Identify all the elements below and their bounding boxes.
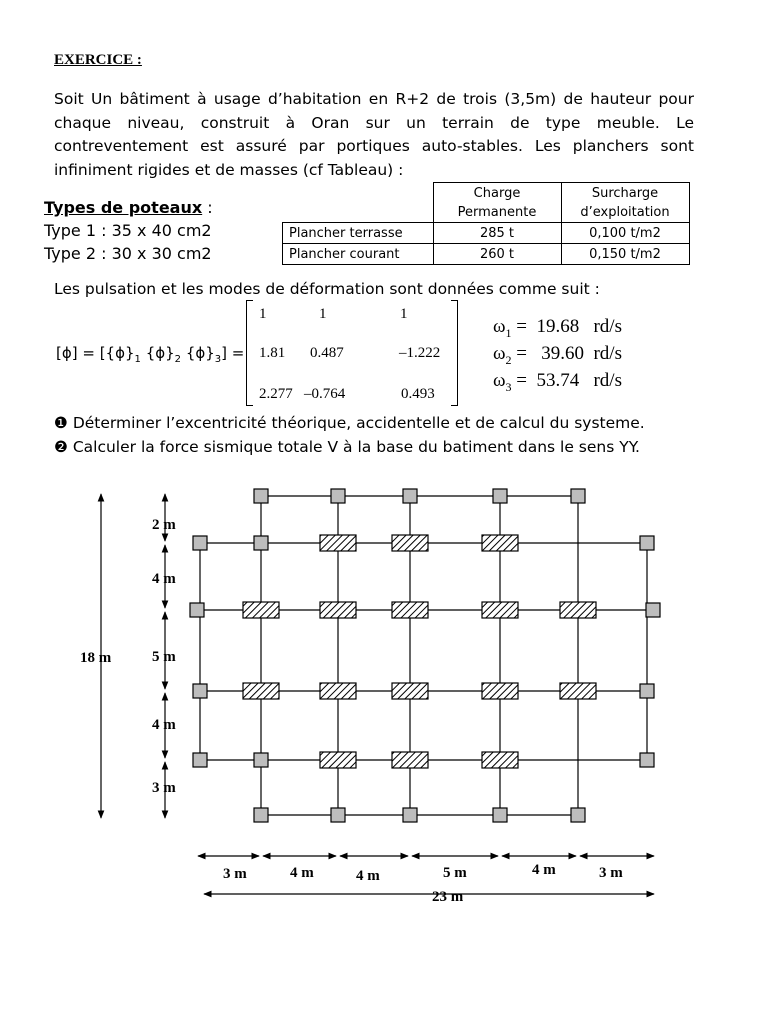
row-label-courant: Plancher courant bbox=[283, 244, 434, 265]
header-surcharge: Surcharge d’exploitation bbox=[561, 183, 689, 223]
column-type-1-hatched bbox=[392, 602, 428, 618]
y-span-label: 3 m bbox=[152, 780, 176, 796]
header-charge: Charge Permanente bbox=[433, 183, 561, 223]
column-type-1-hatched bbox=[560, 602, 596, 618]
column-type-2: Type 2 : 30 x 30 cm2 bbox=[44, 244, 212, 263]
column-type-2-square bbox=[193, 753, 207, 767]
total-width-label: 23 m bbox=[432, 889, 464, 905]
matrix-cell: 1.81 bbox=[259, 345, 286, 361]
column-type-2-square bbox=[403, 808, 417, 822]
matrix-cell: 1 bbox=[319, 306, 327, 322]
column-type-1-hatched bbox=[320, 602, 356, 618]
matrix-cell: –1.222 bbox=[399, 345, 441, 361]
column-types-colon: : bbox=[202, 198, 213, 217]
column-type-1-hatched bbox=[243, 602, 279, 618]
column-type-1-hatched bbox=[482, 683, 518, 699]
x-span-label: 4 m bbox=[532, 862, 556, 878]
column-type-2-square bbox=[254, 489, 268, 503]
matrix-right-bracket bbox=[451, 300, 458, 406]
matrix-cell: 1 bbox=[400, 306, 408, 322]
matrix-cell: 0.493 bbox=[401, 386, 435, 402]
column-type-1-hatched bbox=[392, 535, 428, 551]
column-type-2-square bbox=[646, 603, 660, 617]
matrix-cell: 2.277 bbox=[259, 386, 293, 402]
column-types-heading bbox=[44, 198, 213, 217]
column-type-2-square bbox=[493, 489, 507, 503]
mode-shape-matrix bbox=[246, 300, 458, 406]
mode-shape-label: $[\phi] = [\{\phi\}_1$ $\{\phi\}_2$ $\{\phi\}_3$] = bbox=[56, 344, 245, 365]
row-terrasse-g: 285 t bbox=[433, 223, 561, 244]
row-terrasse-q: 0,100 t/m2 bbox=[561, 223, 689, 244]
column-type-2-square bbox=[640, 684, 654, 698]
column-type-1-hatched bbox=[482, 752, 518, 768]
omega-2: $\omega_2 = 39.60$ rd/s bbox=[493, 343, 622, 367]
x-span-label: 3 m bbox=[223, 866, 247, 882]
y-span-label: 5 m bbox=[152, 649, 176, 665]
x-span-label: 4 m bbox=[356, 868, 380, 884]
column-type-1-hatched bbox=[392, 752, 428, 768]
pulsation-text: Les pulsation et les modes de déformation sont données comme suit : bbox=[54, 280, 600, 298]
y-span-label: 2 m bbox=[152, 517, 176, 533]
column-type-2-square bbox=[640, 753, 654, 767]
column-type-2-square bbox=[571, 489, 585, 503]
column-type-1: Type 1 : 35 x 40 cm2 bbox=[44, 221, 212, 240]
x-span-label: 5 m bbox=[443, 865, 467, 881]
column-type-1-hatched bbox=[482, 602, 518, 618]
row-label-terrasse: Plancher terrasse bbox=[283, 223, 434, 244]
matrix-cell: –0.764 bbox=[304, 386, 346, 402]
y-span-label: 4 m bbox=[152, 571, 176, 587]
intro-paragraph: Soit Un bâtiment à usage d’habitation en R+2 de trois (3,5m) de hauteur pour chaque niveau, construit à Oran sur un terrain de type meuble. Le contreventement est assuré par portiques auto-stables. Les planchers sont infiniment rigides et de masses (cf Tableau) : bbox=[54, 90, 694, 179]
column-type-1-hatched bbox=[482, 535, 518, 551]
column-type-1-hatched bbox=[320, 752, 356, 768]
column-type-1-hatched bbox=[243, 683, 279, 699]
question-1: ❶ Déterminer l’excentricité théorique, accidentelle et de calcul du systeme. bbox=[54, 414, 645, 432]
column-types-title: Types de poteaux bbox=[44, 198, 203, 217]
column-type-1-hatched bbox=[320, 683, 356, 699]
column-type-2-square bbox=[254, 536, 268, 550]
y-span-label: 4 m bbox=[152, 717, 176, 733]
dimension-labels bbox=[80, 517, 623, 905]
floor-loads-table bbox=[282, 182, 690, 265]
omega-3: $\omega_3 = 53.74$ rd/s bbox=[493, 370, 622, 394]
column-type-2-square bbox=[254, 753, 268, 767]
column-type-2-square bbox=[331, 808, 345, 822]
omega-1: $\omega_1 = 19.68$ rd/s bbox=[493, 316, 622, 340]
matrix-cell: 0.487 bbox=[310, 345, 344, 361]
matrix-left-bracket bbox=[246, 300, 253, 406]
column-type-2-square bbox=[190, 603, 204, 617]
column-type-2-square bbox=[193, 536, 207, 550]
row-courant-g: 260 t bbox=[433, 244, 561, 265]
column-type-2-square bbox=[193, 684, 207, 698]
x-span-label: 3 m bbox=[599, 865, 623, 881]
column-type-1-hatched bbox=[560, 683, 596, 699]
column-type-2-square bbox=[254, 808, 268, 822]
total-height-label: 18 m bbox=[80, 650, 112, 666]
column-type-2-square bbox=[571, 808, 585, 822]
x-span-label: 4 m bbox=[290, 865, 314, 881]
matrix-cell: 1 bbox=[259, 306, 267, 322]
question-2: ❷ Calculer la force sismique totale V à la base du batiment dans le sens YY. bbox=[54, 438, 640, 456]
column-type-1-hatched bbox=[320, 535, 356, 551]
floor-plan-diagram bbox=[0, 470, 768, 920]
column-type-2-square bbox=[331, 489, 345, 503]
row-courant-q: 0,150 t/m2 bbox=[561, 244, 689, 265]
column-type-1-hatched bbox=[392, 683, 428, 699]
column-type-2-square bbox=[493, 808, 507, 822]
column-type-2-square bbox=[403, 489, 417, 503]
column-type-2-square bbox=[640, 536, 654, 550]
exercise-title: EXERCICE : bbox=[54, 52, 142, 68]
